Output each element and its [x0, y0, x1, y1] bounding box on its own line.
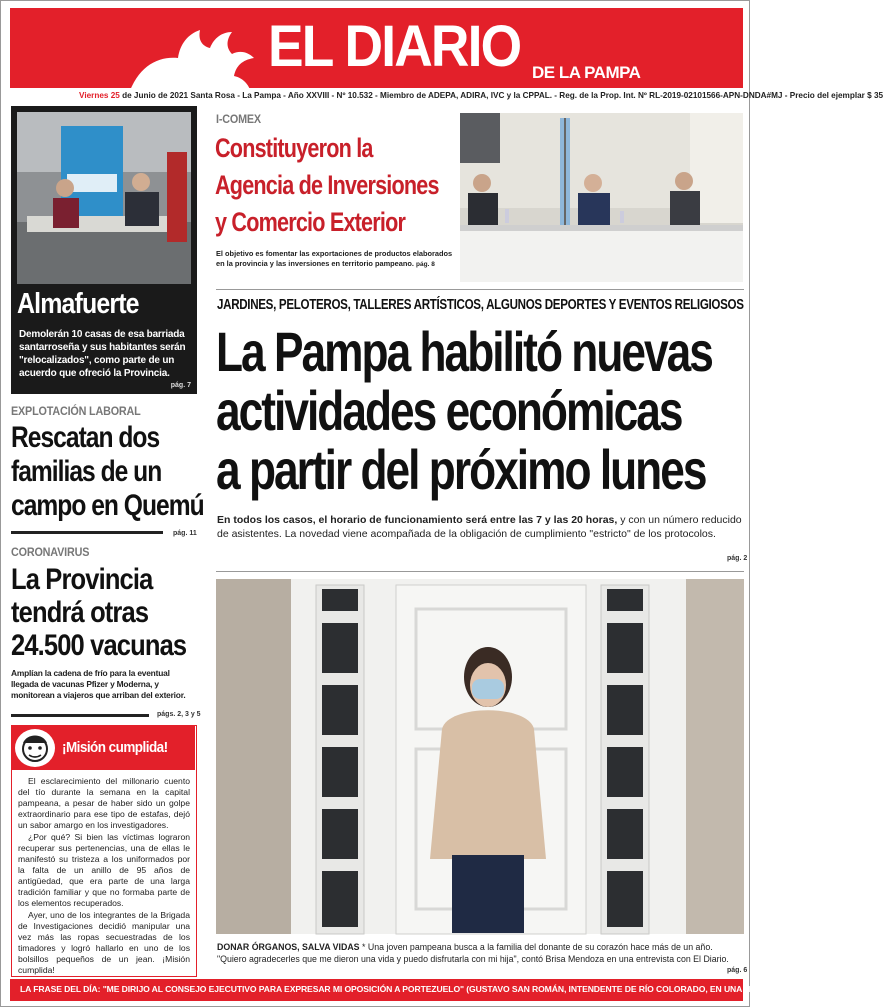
main-lede: [217, 513, 744, 541]
icomex-text: [216, 249, 454, 270]
section-divider: [216, 289, 744, 290]
caption-rest: * Una joven pampeana busca a la familia del donante de su corazón hace más de un año. "Quiero agradecerles que me dieron una vida y puedo disfrutarla con mi hija", contó Brisa Mendoza en una entrevista con El Diario.: [217, 942, 729, 964]
bird-logo-icon: [118, 26, 258, 96]
icomex-headline[interactable]: [215, 130, 439, 241]
quote-of-the-day: LA FRASE DEL DÍA: "ME DIRIJO AL CONSEJO EJECUTIVO PARA EXPRESAR MI OPOSICIÓN A PORTEZUELO" (GUSTAVO SAN ROMÁN, INTENDENTE DE RÍO COLORADO, EN UNA NOTA A COIRCO). pág. 13: [20, 984, 848, 994]
caption-bold: DONAR ÓRGANOS, SALVA VIDAS: [217, 942, 360, 952]
rescate-headline-line: Rescatan dos: [11, 421, 160, 454]
rescate-kicker: EXPLOTACIÓN LABORAL: [11, 404, 141, 418]
vacunas-rule: [11, 714, 149, 717]
rescate-headline-line: familias de un: [11, 455, 162, 488]
main-headline-line: La Pampa habilitó nuevas: [216, 320, 712, 383]
vacunas-headline-line: La Provincia: [11, 563, 153, 596]
mision-cumplida-box[interactable]: [11, 725, 197, 977]
main-page: pág. 2: [727, 555, 748, 562]
vacunas-kicker: CORONAVIRUS: [11, 545, 90, 559]
column-title: ¡Misión cumplida!: [62, 739, 168, 756]
vacunas-page: págs. 2, 3 y 5: [157, 711, 201, 718]
main-headline[interactable]: [216, 322, 712, 499]
dateline: [79, 91, 883, 100]
organ-donor-photo: [216, 579, 744, 934]
section-divider: [216, 571, 744, 572]
main-headline-line: actividades económicas: [216, 379, 682, 442]
vacunas-headline[interactable]: [11, 563, 217, 662]
main-supertitle: JARDINES, PELOTEROS, TALLERES ARTÍSTICOS, ALGUNOS DEPORTES Y EVENTOS RELIGIOSOS: [217, 297, 744, 313]
almafuerte-photo: [17, 112, 191, 284]
column-header: [12, 726, 195, 770]
main-headline-line: a partir del próximo lunes: [216, 438, 706, 501]
icomex-headline-line: Agencia de Inversiones: [215, 170, 439, 200]
column-paragraph: ¿Por qué? Si bien las víctimas lograron recuperar sus pertenencias, una de ellas le manifestó su tristeza a los uniformados por la falta de un anillo de 95 años de antigüedad, que era parte de una larga tradición familiar y que no formaba parte de los elementos recuperados.: [18, 832, 190, 908]
vacunas-text: Amplían la cadena de frío para la eventual llegada de vacunas Pfizer y Moderna, y monitorean a viajeros que arriban del exterior.: [11, 668, 186, 700]
vacunas-headline-line: tendrá otras: [11, 596, 149, 629]
column-paragraph: El esclarecimiento del millonario cuento del tío durante la semana en la capital pampeana, a pesar de haber sido un golpe extraordinario para ese tipo de estafas, dejó un sabor amargo en los investigadores.: [18, 776, 190, 830]
column-body: [18, 776, 190, 977]
main-lede-bold: En todos los casos, el horario de funcionamiento será entre las 7 y las 20 horas,: [217, 514, 618, 526]
masthead: [10, 8, 743, 88]
dateline-day: Viernes 25: [79, 91, 120, 100]
column-paragraph: Ayer, uno de los integrantes de la Brigada de Investigaciones decidió manipular una vez más las ropas secuestradas de los timadores y logró hallarlo en uno de los bolsillos pequeños de un jean. ¡Misión cumplida!: [18, 910, 190, 975]
icomex-summary: El objetivo es fomentar las exportaciones de productos elaborados en la provincia y las inversiones en territorio pampeano.: [216, 249, 453, 268]
almafuerte-box[interactable]: [11, 106, 197, 394]
icomex-kicker: I-COMEX: [216, 112, 261, 126]
icomex-photo: [460, 113, 743, 282]
rescate-headline[interactable]: [11, 421, 246, 523]
main-lede-rest: y con un número reducido de asistentes. La novedad viene acompañada de la obligación de cumplimiento "estricto" de los protocolos.: [217, 514, 742, 540]
vacunas-headline-line: 24.500 vacunas: [11, 629, 187, 662]
icomex-headline-line: y Comercio Exterior: [215, 207, 406, 237]
caricature-icon: [15, 729, 55, 767]
organ-donor-caption[interactable]: [217, 941, 744, 965]
quote-of-the-day-bar: [10, 979, 848, 1001]
rescate-headline-line: campo en Quemú: [11, 489, 204, 522]
photo-page: pág. 6: [727, 967, 748, 974]
masthead-title: EL DIARIO: [268, 14, 521, 79]
rescate-rule: [11, 531, 163, 534]
icomex-headline-line: Constituyeron la: [215, 133, 373, 163]
rescate-page: pág. 11: [173, 530, 197, 537]
icomex-page: pág. 8: [416, 261, 435, 268]
masthead-subtitle: DE LA PAMPA: [532, 63, 641, 82]
almafuerte-page: pág. 7: [170, 382, 191, 389]
dateline-info: de Junio de 2021 Santa Rosa - La Pampa - Año XXVIII - Nº 10.532 - Miembro de ADEPA, ADIRA, IVC y la CPPAL. - Reg. de la Prop. Int. Nº RL-2019-02101566-APN-DNDA#MJ - Precio del ejemplar $ 35: [119, 91, 883, 100]
almafuerte-headline: Almafuerte: [17, 288, 139, 320]
almafuerte-text: Demolerán 10 casas de esa barriada santarroseña y sus habitantes serán "relocalizados", como parte de un acuerdo que ofreció la Provincia.: [19, 329, 186, 379]
